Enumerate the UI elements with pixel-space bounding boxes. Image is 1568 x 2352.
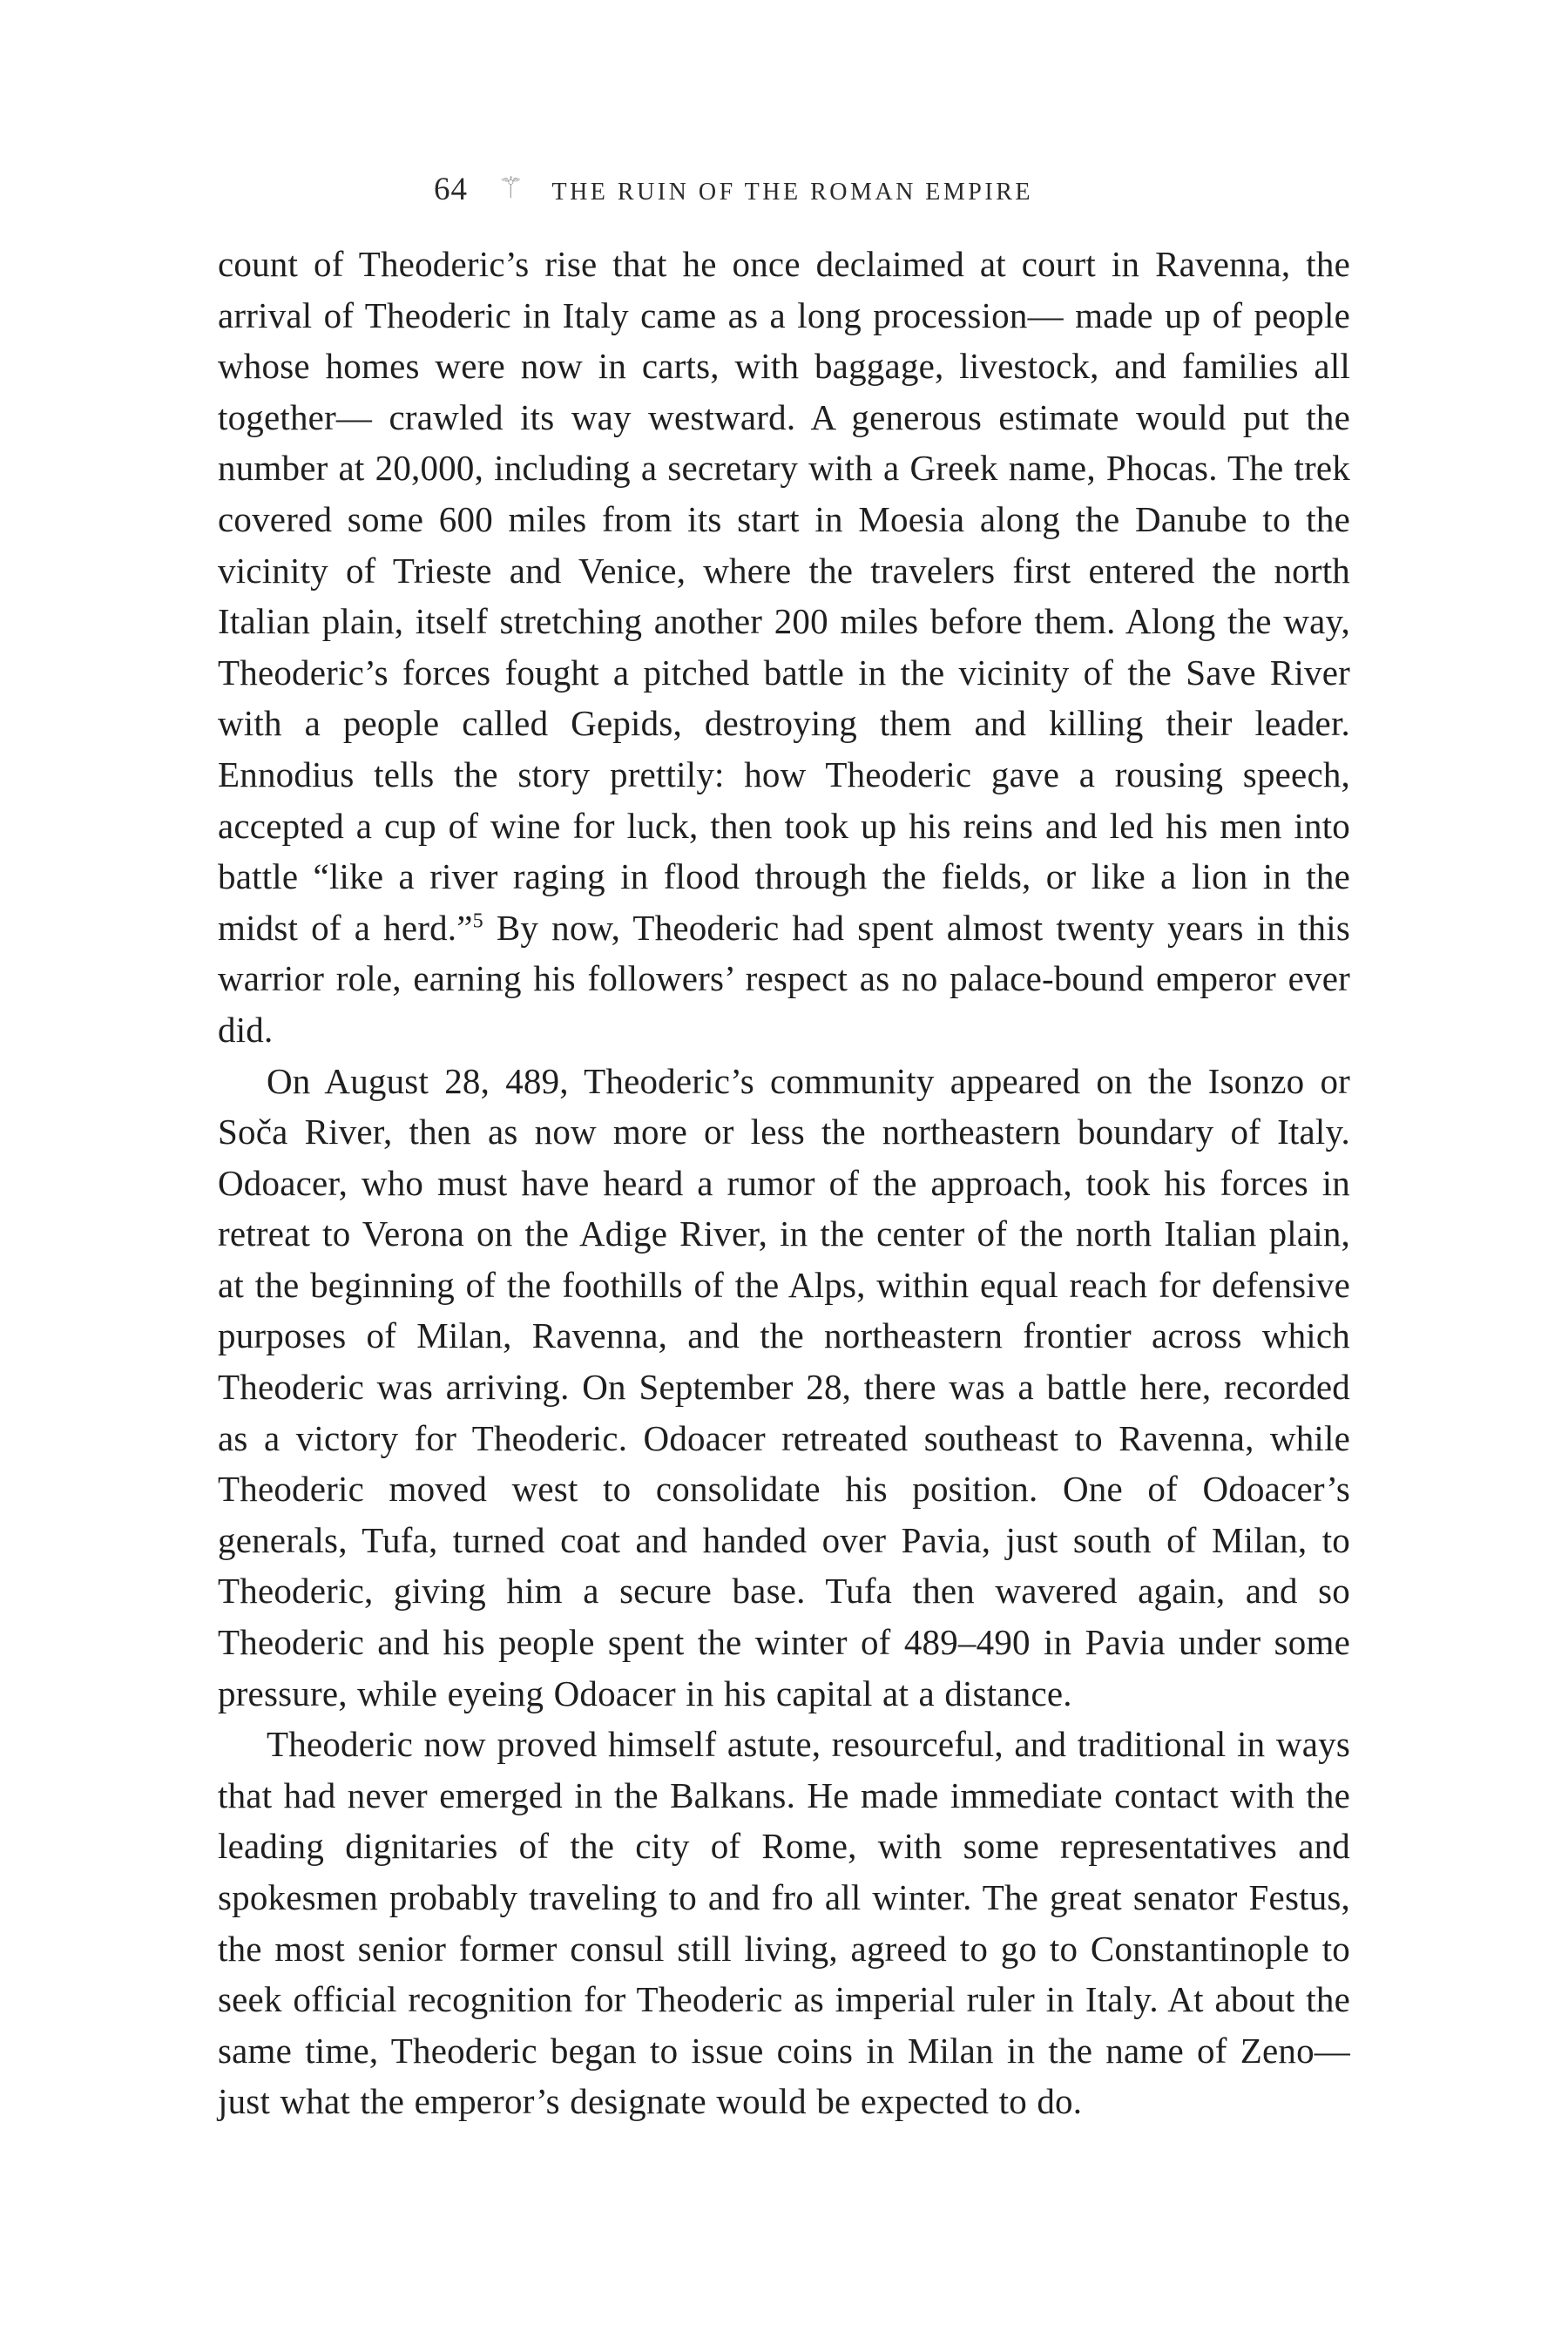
page-number: 64 [434, 172, 468, 207]
paragraph-2: On August 28, 489, Theoderic’s community appeared on the Isonzo or Soča River, then as now more or less the northeastern boundary of Italy. Odoacer, who must have heard a rumor of the approach, took his forces in retreat to Verona on the Adige River, in the center of the north Italian plain, at the beginning of the foothills of the Alps, within equal reach for defensive purposes of Milan, Ravenna, and the northeastern frontier across which Theoderic was arriving. On September 28, there was a battle here, recorded as a victory for Theoderic. Odoacer retreated southeast to Ravenna, while Theoderic moved west to consolidate his position. One of Odoacer’s generals, Tufa, turned coat and handed over Pavia, just south of Milan, to Theoderic, giving him a secure base. Tufa then wavered again, and so Theoderic and his people spent the winter of 489–490 in Pavia under some pressure, while eyeing Odoacer in his capital at a distance. [218, 1060, 1350, 1713]
ornament-icon: ⚚ [497, 171, 524, 206]
footnote-reference: 5 [472, 909, 483, 933]
paragraph-1-text: count of Theoderic’s rise that he once declaimed at court in Ravenna, the arrival of Theoderic in Italy came as a long procession— made up of people whose homes were now in carts, with baggage, livestock, and families all together— crawled its way westward. A generous estimate would put the number at 20,000, including a secretary with a Greek name, Phocas. The trek covered some 600 miles from its start in Moesia along the Danube to the vicinity of Trieste and Venice, where the travelers first entered the north Italian plain, itself stretching another 200 miles before them. Along the way, Theoderic’s forces fought a pitched battle in the vicinity of the Save River with a people called Gepids, destroying them and killing their leader. Ennodius tells the story prettily: how Theoderic gave a rousing speech, accepted a cup of wine for luck, then took up his reins and led his men into battle “like a river raging in flood through the fields, or like a lion in the midst of a herd.” [218, 244, 1350, 948]
running-head [434, 171, 1033, 206]
body-text [218, 239, 1350, 2127]
book-title: THE RUIN OF THE ROMAN EMPIRE [551, 179, 1033, 206]
paragraph-1-text-continued: By now, Theoderic had spent almost twenty years in this warrior role, earning his followers’ respect as no palace-bound emperor ever did. [218, 907, 1350, 1050]
paragraph-1 [218, 239, 1350, 1056]
paragraph-3: Theoderic now proved himself astute, resourceful, and traditional in ways that had never emerged in the Balkans. He made immediate contact with the leading dignitaries of the city of Rome, with some representatives and spokesmen probably traveling to and fro all winter. The great senator Festus, the most senior former consul still living, agreed to go to Constantinople to seek official recognition for Theoderic as imperial ruler in Italy. At about the same time, Theoderic began to issue coins in Milan in the name of Zeno—just what the emperor’s designate would be expected to do. [218, 1724, 1350, 2122]
